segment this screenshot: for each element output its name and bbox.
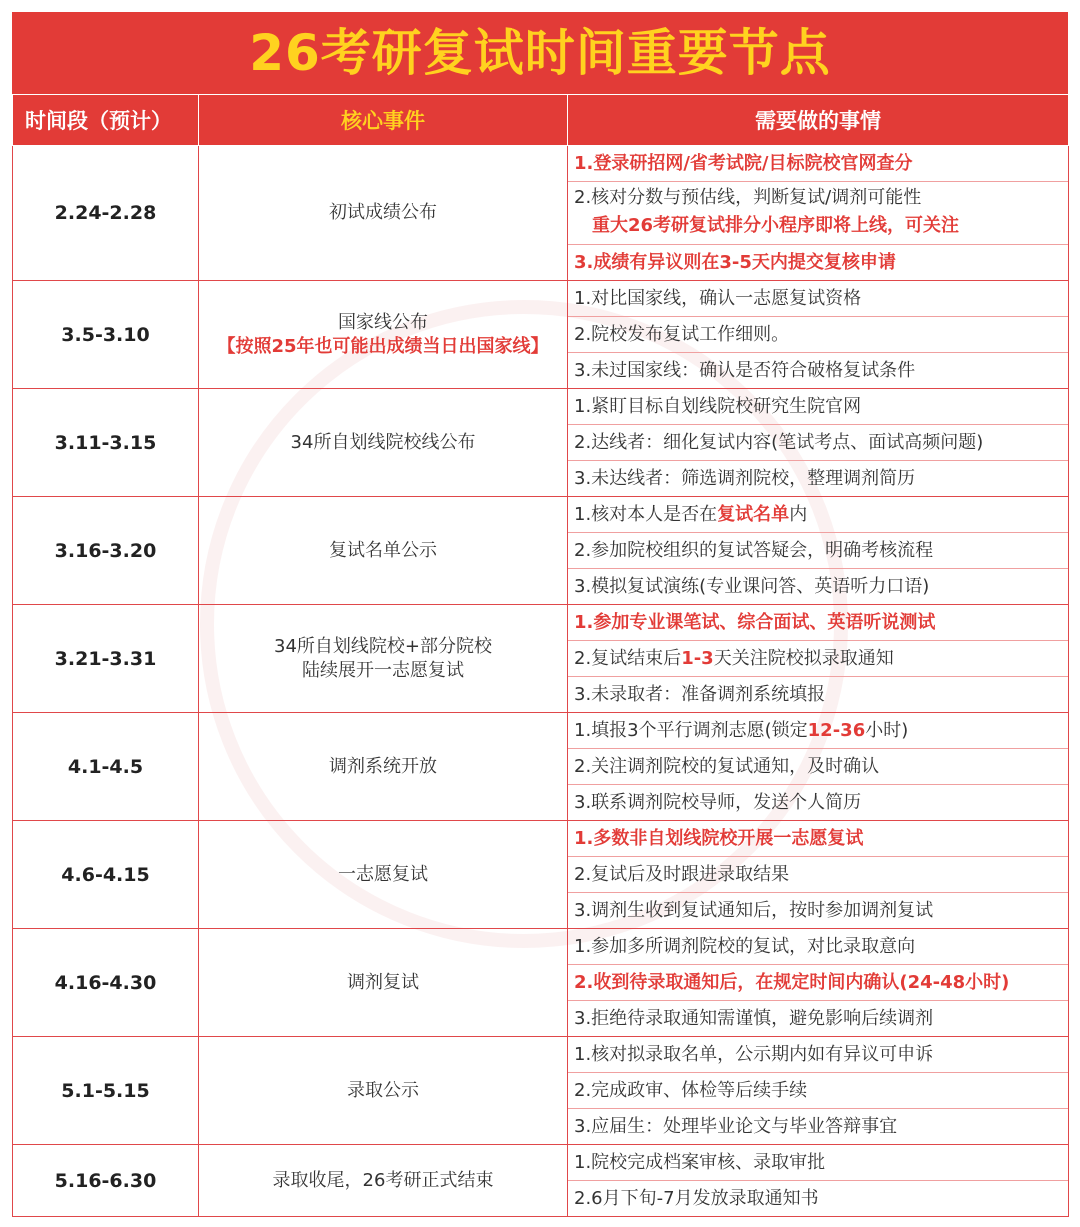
event-text-2: 陆续展开一志愿复试 bbox=[302, 659, 464, 681]
todo-item: 3.应届生：处理毕业论文与毕业答辩事宜 bbox=[568, 1108, 1068, 1144]
event-cell: 录取公示 bbox=[199, 1037, 568, 1145]
event-text: 国家线公布 bbox=[338, 311, 428, 333]
event-note: 【按照25年也可能出成绩当日出国家线】 bbox=[217, 335, 549, 357]
todo-item: 1.参加多所调剂院校的复试，对比录取意向 bbox=[574, 936, 916, 957]
period-cell: 3.21-3.31 bbox=[13, 605, 199, 713]
todo-item: 2.收到待录取通知后，在规定时间内确认(24-48小时) bbox=[568, 964, 1068, 1000]
todo-item: 1.登录研招网/省考试院/目标院校官网查分 bbox=[574, 153, 913, 174]
period-cell: 4.1-4.5 bbox=[13, 713, 199, 821]
todo-item: 3.联系调剂院校导师，发送个人简历 bbox=[568, 784, 1068, 820]
todo-text: 2.复试结束后 bbox=[574, 648, 682, 669]
todo-cell bbox=[568, 146, 1069, 281]
table-row bbox=[13, 1145, 1069, 1217]
todo-item: 3.未达线者：筛选调剂院校，整理调剂简历 bbox=[568, 460, 1068, 496]
todo-item: 1.多数非自划线院校开展一志愿复试 bbox=[574, 828, 864, 849]
todo-item bbox=[568, 640, 1068, 676]
header-todo: 需要做的事情 bbox=[568, 95, 1069, 146]
todo-item: 3.拒绝待录取通知需谨慎，避免影响后续调剂 bbox=[568, 1000, 1068, 1036]
todo-cell bbox=[568, 821, 1069, 929]
header-event: 核心事件 bbox=[199, 95, 568, 146]
event-cell: 一志愿复试 bbox=[199, 821, 568, 929]
todo-item: 3.未过国家线：确认是否符合破格复试条件 bbox=[568, 352, 1068, 388]
todo-item bbox=[568, 713, 1068, 748]
period-cell: 3.5-3.10 bbox=[13, 281, 199, 389]
todo-cell bbox=[568, 497, 1069, 605]
event-text: 34所自划线院校+部分院校 bbox=[274, 635, 492, 657]
todo-cell bbox=[568, 389, 1069, 497]
todo-highlight: 12-36 bbox=[807, 720, 866, 741]
period-cell: 3.11-3.15 bbox=[13, 389, 199, 497]
todo-item: 3.模拟复试演练(专业课问答、英语听力口语) bbox=[568, 568, 1068, 604]
table-row bbox=[13, 605, 1069, 713]
table-row bbox=[13, 1037, 1069, 1145]
period-cell: 5.16-6.30 bbox=[13, 1145, 199, 1217]
table-row bbox=[13, 713, 1069, 821]
header-period: 时间段（预计） bbox=[13, 95, 199, 146]
event-cell: 初试成绩公布 bbox=[199, 146, 568, 281]
event-cell: 调剂复试 bbox=[199, 929, 568, 1037]
event-cell: 录取收尾，26考研正式结束 bbox=[199, 1145, 568, 1217]
todo-cell bbox=[568, 1037, 1069, 1145]
period-cell: 3.16-3.20 bbox=[13, 497, 199, 605]
period-cell: 2.24-2.28 bbox=[13, 146, 199, 281]
period-cell: 5.1-5.15 bbox=[13, 1037, 199, 1145]
todo-text: 1.填报3个平行调剂志愿(锁定 bbox=[574, 720, 808, 741]
todo-cell bbox=[568, 605, 1069, 713]
event-cell: 复试名单公示 bbox=[199, 497, 568, 605]
todo-item: 1.对比国家线，确认一志愿复试资格 bbox=[574, 288, 862, 309]
timeline-table bbox=[12, 94, 1069, 1217]
table-row bbox=[13, 389, 1069, 497]
todo-highlight: 1-3 bbox=[681, 648, 714, 669]
todo-item: 1.参加专业课笔试、综合面试、英语听说测试 bbox=[574, 612, 936, 633]
event-cell: 34所自划线院校线公布 bbox=[199, 389, 568, 497]
event-cell: 调剂系统开放 bbox=[199, 713, 568, 821]
todo-item: 2.达线者：细化复试内容(笔试考点、面试高频问题) bbox=[568, 424, 1068, 460]
todo-cell bbox=[568, 281, 1069, 389]
todo-item: 1.院校完成档案审核、录取审批 bbox=[574, 1152, 826, 1173]
todo-item bbox=[568, 181, 1068, 244]
todo-cell bbox=[568, 929, 1069, 1037]
todo-cell bbox=[568, 1145, 1069, 1217]
event-cell bbox=[199, 281, 568, 389]
todo-highlight: 重大26考研复试排分小程序即将上线，可关注 bbox=[592, 215, 960, 236]
todo-text: 2.核对分数与预估线，判断复试/调剂可能性 bbox=[574, 187, 922, 208]
todo-text: 小时) bbox=[865, 720, 909, 741]
todo-item: 2.关注调剂院校的复试通知，及时确认 bbox=[568, 748, 1068, 784]
timeline-sheet bbox=[12, 12, 1068, 1217]
todo-item: 2.参加院校组织的复试答疑会，明确考核流程 bbox=[568, 532, 1068, 568]
table-row bbox=[13, 281, 1069, 389]
period-cell: 4.16-4.30 bbox=[13, 929, 199, 1037]
todo-item bbox=[568, 497, 1068, 532]
table-row bbox=[13, 929, 1069, 1037]
todo-item: 2.复试后及时跟进录取结果 bbox=[568, 856, 1068, 892]
table-row bbox=[13, 821, 1069, 929]
todo-item: 3.未录取者：准备调剂系统填报 bbox=[568, 676, 1068, 712]
todo-item: 1.紧盯目标自划线院校研究生院官网 bbox=[574, 396, 862, 417]
period-cell: 4.6-4.15 bbox=[13, 821, 199, 929]
table-row bbox=[13, 497, 1069, 605]
todo-item: 3.成绩有异议则在3-5天内提交复核申请 bbox=[568, 244, 1068, 280]
todo-text: 1.核对本人是否在 bbox=[574, 504, 718, 525]
event-cell bbox=[199, 605, 568, 713]
table-row bbox=[13, 146, 1069, 281]
todo-item: 1.核对拟录取名单，公示期内如有异议可申诉 bbox=[574, 1044, 934, 1065]
todo-highlight: 复试名单 bbox=[717, 504, 790, 525]
todo-text: 内 bbox=[789, 504, 808, 525]
todo-item: 2.6月下旬-7月发放录取通知书 bbox=[568, 1180, 1068, 1216]
todo-item: 3.调剂生收到复试通知后，按时参加调剂复试 bbox=[568, 892, 1068, 928]
todo-cell bbox=[568, 713, 1069, 821]
todo-item: 2.院校发布复试工作细则。 bbox=[568, 316, 1068, 352]
page-title: 26考研复试时间重要节点 bbox=[12, 12, 1068, 94]
todo-item: 2.完成政审、体检等后续手续 bbox=[568, 1072, 1068, 1108]
header-row bbox=[13, 95, 1069, 146]
todo-text: 天关注院校拟录取通知 bbox=[713, 648, 894, 669]
